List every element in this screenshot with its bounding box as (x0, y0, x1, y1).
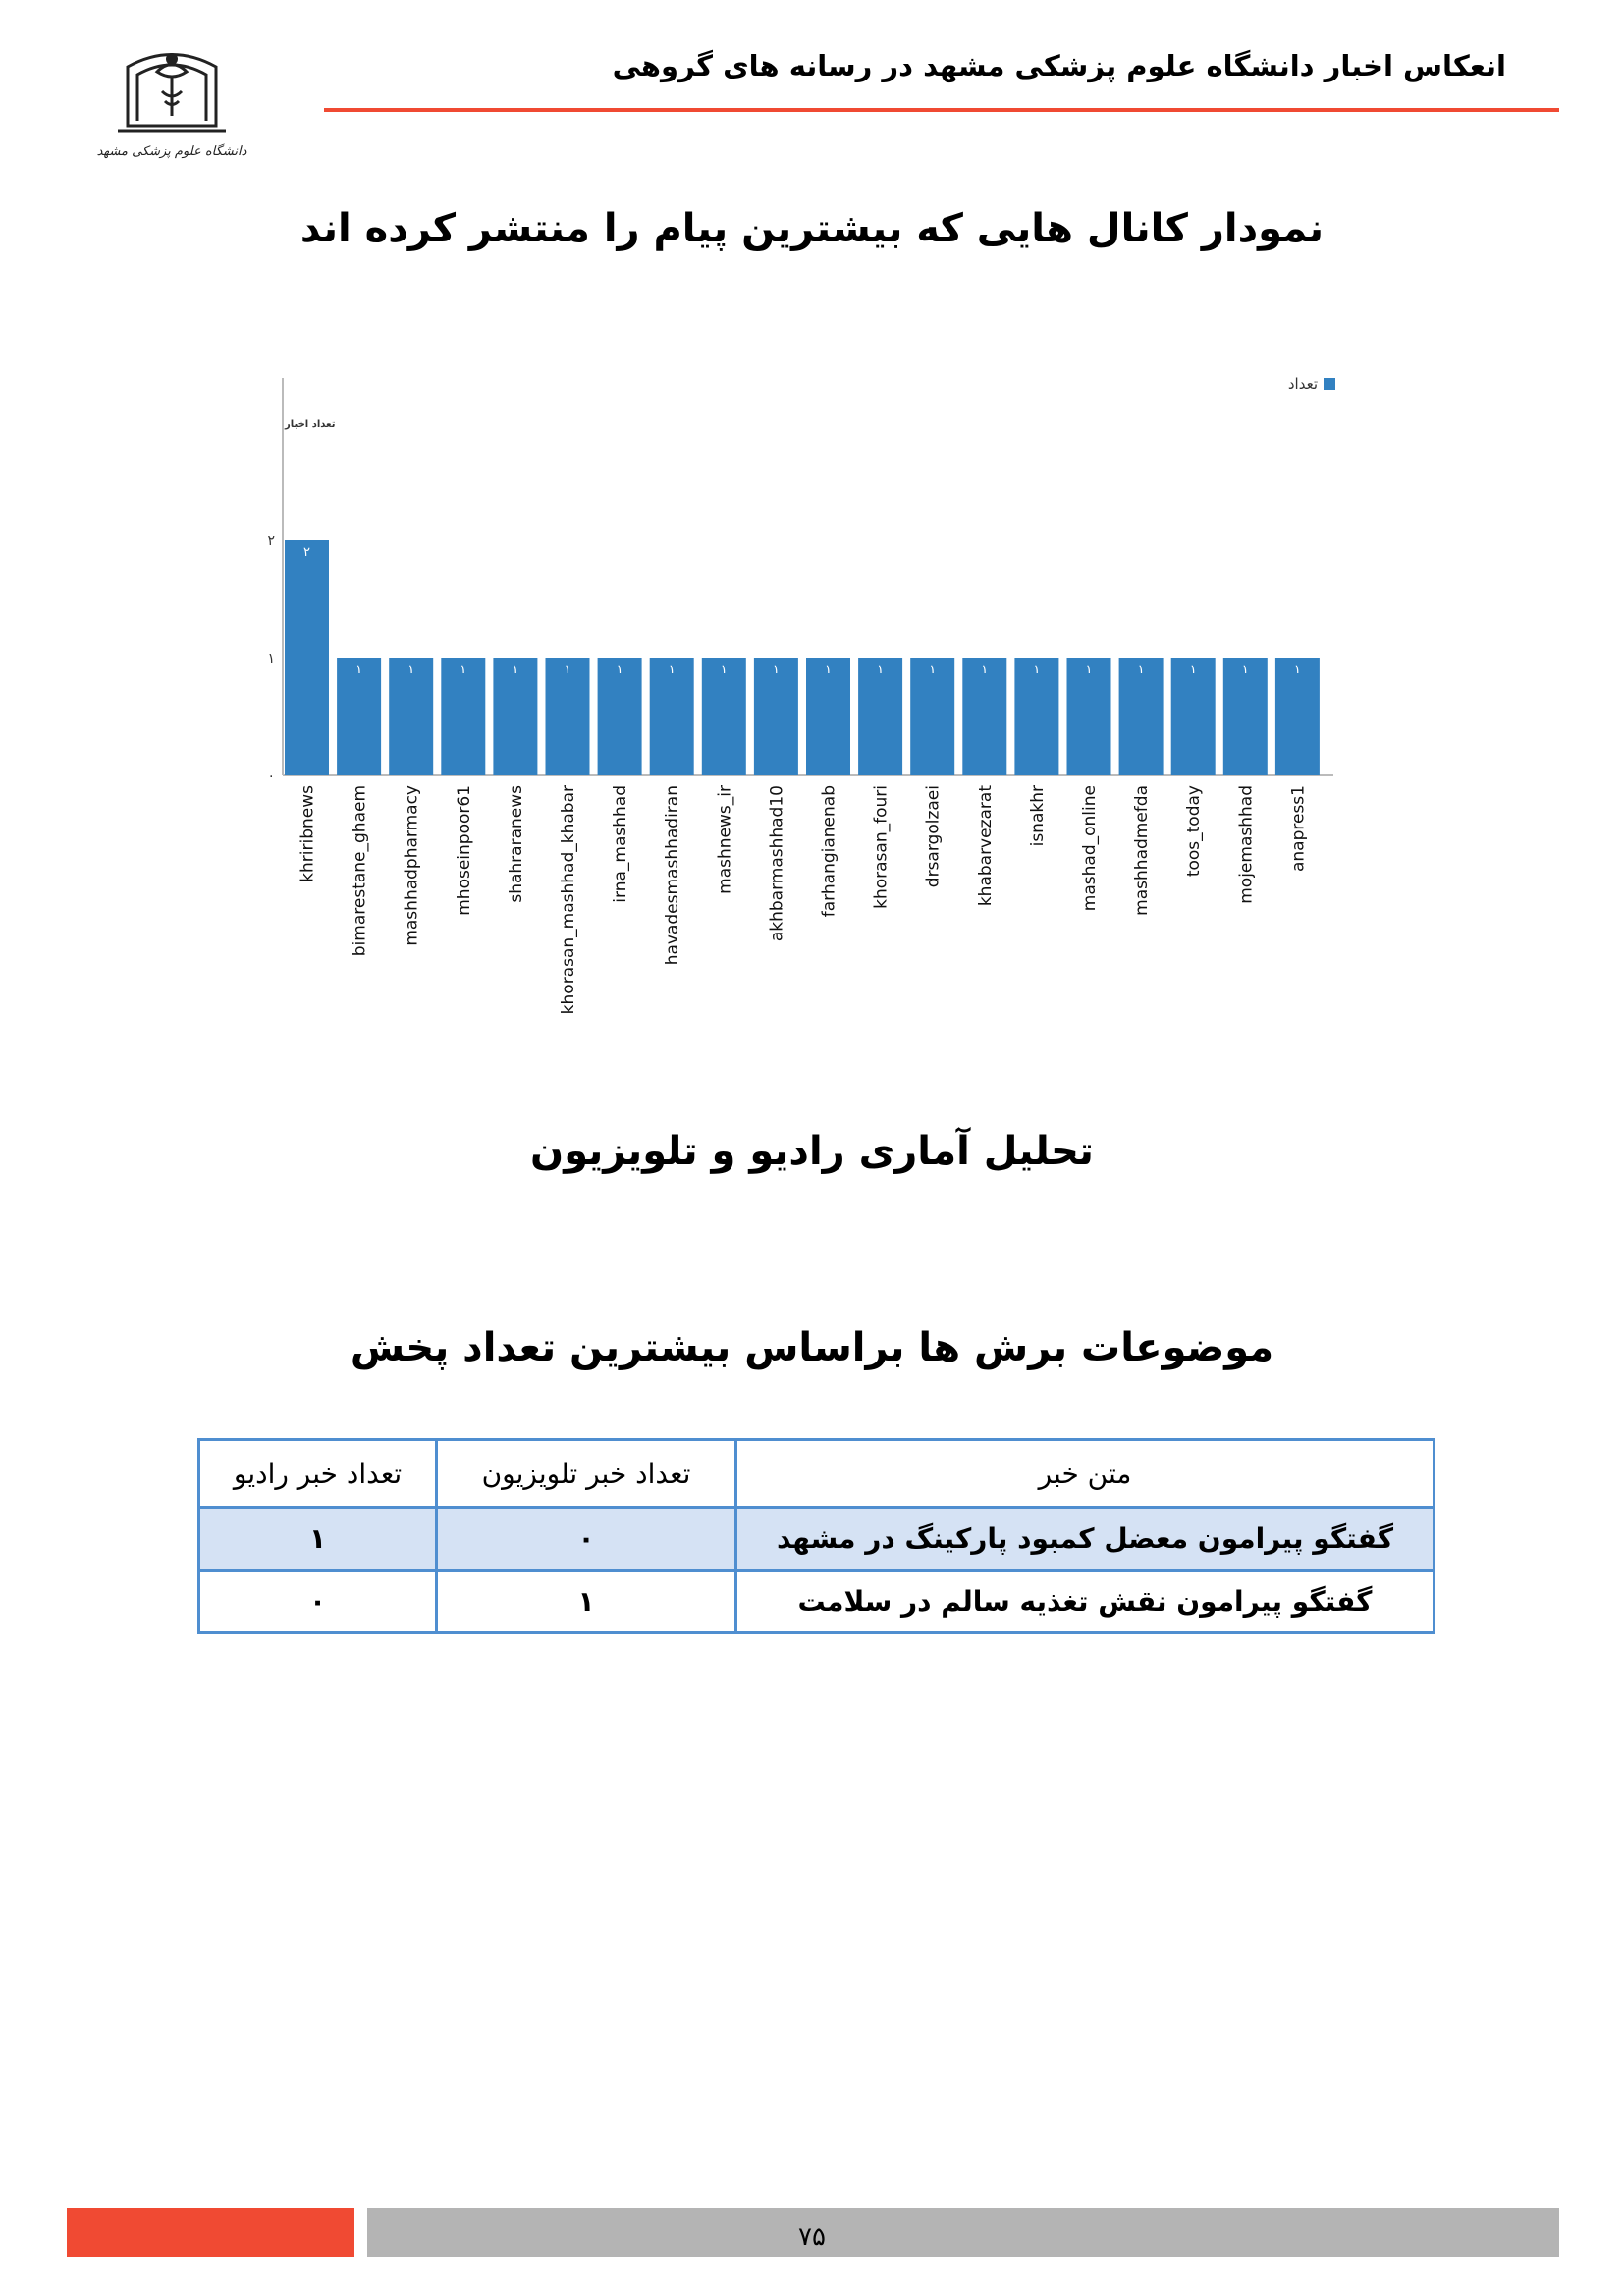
cell-news-text: گفتگو پیرامون نقش تغذیه سالم در سلامت (736, 1571, 1435, 1633)
bar-data-label: ۱ (772, 663, 780, 677)
y-tick-label: ۱ (267, 651, 275, 667)
bar-data-label: ۱ (407, 663, 415, 677)
header-title: انعکاس اخبار دانشگاه علوم پزشکی مشهد در رسانه های گروهی (612, 49, 1506, 82)
x-tick-label: drsargolzaei (923, 785, 944, 888)
table-title: موضوعات برش ها براساس بیشترین تعداد پخش (350, 1325, 1274, 1370)
y-tick-label: ۲ (267, 533, 275, 549)
university-logo (96, 37, 247, 170)
y-axis-label: تعداد اخبار (285, 419, 336, 430)
bar-data-label: ۱ (1293, 663, 1301, 677)
bar-data-label: ۱ (1189, 663, 1197, 677)
x-tick-label: mashhadpharmacy (402, 785, 422, 946)
x-tick-label: khorasan_mashhad_khabar (559, 785, 578, 1015)
x-tick-label: irna_mashhad (611, 785, 631, 903)
bar-data-label: ۱ (1033, 663, 1041, 677)
x-tick-label: khorasan_fouri (871, 785, 892, 909)
cell-radio-count: ۰ (199, 1571, 437, 1633)
x-tick-label: anapress1 (1288, 785, 1309, 873)
bar-data-label: ۱ (825, 663, 832, 677)
y-tick-label: ۰ (267, 769, 275, 784)
bar-data-label: ۲ (303, 545, 310, 560)
x-tick-label: mashnews_ir (715, 785, 735, 894)
chart-title: نمودار کانال هایی که بیشترین پیام را منتشر کرده اند (299, 206, 1325, 251)
x-tick-label: mashhadmefda (1132, 785, 1153, 916)
table-row (199, 1571, 1435, 1633)
x-tick-label: mojemashhad (1236, 785, 1257, 904)
page-number: ۷۵ (798, 2222, 826, 2252)
x-tick-label: akhbarmashhad10 (767, 785, 787, 942)
bar-data-label: ۱ (512, 663, 519, 677)
x-tick-label: havadesmashhadiran (663, 785, 683, 966)
column-header-radio-count: تعداد خبر رادیو (199, 1440, 437, 1508)
table-row (199, 1508, 1435, 1571)
cell-radio-count: ۱ (199, 1508, 437, 1571)
x-tick-label: toos_today (1184, 784, 1205, 878)
x-tick-label: bimarestane_ghaem (350, 785, 370, 957)
bar-data-label: ۱ (1137, 663, 1145, 677)
bar-data-label: ۱ (564, 663, 571, 677)
table-header-row (199, 1440, 1435, 1508)
broadcast-topics-table (197, 1438, 1435, 1634)
legend-swatch (1324, 378, 1335, 390)
bar-chart (245, 353, 1375, 1099)
cell-tv-count: ۰ (437, 1508, 736, 1571)
legend-label: تعداد (1287, 375, 1318, 393)
x-tick-label: shahraranews (506, 785, 526, 903)
bar-data-label: ۱ (668, 663, 676, 677)
bar-data-label: ۱ (720, 663, 728, 677)
bar-data-label: ۱ (929, 663, 937, 677)
bar-data-label: ۱ (877, 663, 885, 677)
bar-data-label: ۱ (981, 663, 989, 677)
section-title: تحلیل آماری رادیو و تلویزیون (530, 1129, 1094, 1174)
cell-tv-count: ۱ (437, 1571, 736, 1633)
bar-data-label: ۱ (1241, 663, 1249, 677)
bar-data-label: ۱ (1085, 663, 1093, 677)
column-header-tv-count: تعداد خبر تلویزیون (437, 1440, 736, 1508)
cell-news-text: گفتگو پیرامون معضل کمبود پارکینگ در مشهد (736, 1508, 1435, 1571)
x-tick-label: mhoseinpoor61 (454, 785, 474, 916)
x-tick-label: farhangianenab (819, 785, 839, 918)
x-tick-label: mashad_online (1080, 785, 1100, 912)
x-tick-label: isnakhr (1027, 785, 1048, 847)
column-header-news-text: متن خبر (736, 1440, 1435, 1508)
bar-data-label: ۱ (616, 663, 623, 677)
x-tick-label: khriribnews (298, 785, 318, 882)
bar-data-label: ۱ (355, 663, 363, 677)
x-tick-label: khabarvezarat (975, 785, 996, 907)
header-rule (324, 108, 1559, 112)
bar (285, 540, 329, 775)
bar-data-label: ۱ (460, 663, 467, 677)
svg-text:دانشگاه علوم پزشکی مشهد: دانشگاه علوم پزشکی مشهد (96, 144, 247, 159)
